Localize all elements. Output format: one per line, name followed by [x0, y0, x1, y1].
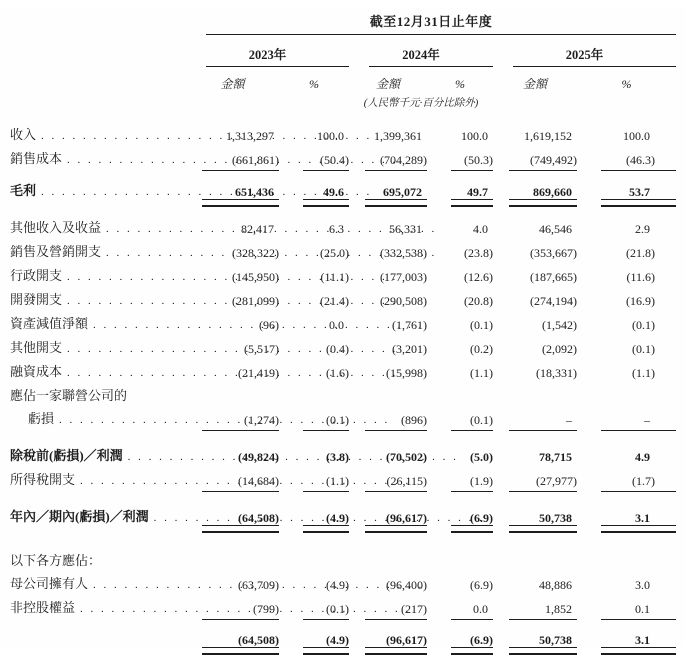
header-spacer: [10, 67, 186, 92]
percent-cell: 53.7: [577, 172, 676, 204]
percent-cell: 3.0: [635, 578, 651, 592]
amount-cell: (187,665): [530, 270, 577, 284]
amount-cell: –: [493, 408, 577, 432]
row-label-text: 收入: [10, 127, 37, 142]
table-row: [10, 172, 676, 204]
year-header-2024: 2024年: [349, 35, 493, 67]
percent-cell: (0.1): [279, 597, 349, 621]
table-row: [10, 621, 676, 652]
row-label-text: 以下各方應佔：: [10, 553, 102, 568]
table-row: [10, 204, 676, 241]
amount-cell: (217): [349, 597, 427, 621]
amount-cell: (1,542): [542, 318, 577, 332]
row-label-text: 毛利: [10, 183, 37, 198]
financial-table: [10, 8, 676, 652]
percent-cell: (16.9): [626, 294, 656, 308]
amount-cell: (15,998): [386, 366, 427, 380]
amount-cell: [186, 385, 279, 408]
table-row: [10, 573, 676, 597]
percent-cell: (21.8): [626, 246, 656, 260]
percent-cell: 0.0: [427, 597, 493, 621]
amount-cell: (96): [259, 318, 279, 332]
amount-cell: 1,399,361: [374, 129, 422, 143]
amount-cell: (18,331): [536, 366, 577, 380]
row-label: [10, 385, 186, 408]
percent-cell: 4.9: [635, 450, 651, 464]
amount-cell: (14,684): [186, 469, 279, 493]
amount-cell: (64,508): [186, 621, 279, 652]
amount-cell: 78,715: [539, 450, 572, 464]
table-row: [10, 432, 676, 469]
amount-cell: 46,546: [539, 222, 572, 236]
percent-cell: 4.0: [473, 222, 488, 236]
row-label: [10, 408, 186, 432]
amount-cell: 82,417: [241, 222, 274, 236]
percent-cell: 2.9: [635, 222, 651, 236]
amount-cell: (63,709): [238, 578, 279, 592]
percent-cell: (46.3): [577, 148, 676, 172]
percent-cell: (11.6): [626, 270, 656, 284]
percent-header: %: [621, 77, 632, 91]
percent-cell: 49.6: [279, 172, 349, 204]
percent-cell: 0.1: [577, 597, 676, 621]
percent-cell: 3.1: [577, 621, 676, 652]
row-label-text: 資產減值淨額: [10, 316, 89, 331]
amount-cell: 695,072: [349, 172, 427, 204]
percent-cell: (12.6): [464, 270, 493, 284]
percent-cell: (0.1): [632, 318, 656, 332]
table-row: [10, 337, 676, 361]
percent-cell: (0.1): [279, 408, 349, 432]
percent-cell: [427, 530, 493, 573]
row-label: [10, 597, 186, 621]
percent-cell: [279, 385, 349, 408]
amount-cell: (281,099): [232, 294, 279, 308]
amount-cell: [349, 385, 427, 408]
amount-cell: (96,617): [349, 621, 427, 652]
amount-cell: [349, 530, 427, 573]
amount-cell: 651,436: [186, 172, 279, 204]
table-row: [10, 241, 676, 265]
row-label-text: 其他開支: [10, 340, 63, 355]
table-row: [10, 148, 676, 172]
percent-cell: [279, 530, 349, 573]
row-label: [10, 313, 186, 337]
financial-statement-page: [0, 8, 686, 647]
percent-cell: (0.1): [427, 408, 493, 432]
percent-cell: (1.1): [632, 366, 656, 380]
amount-cell: (353,667): [530, 246, 577, 260]
percent-cell: (50.3): [427, 148, 493, 172]
row-label-text: 行政開支: [10, 268, 63, 283]
table-row: [10, 289, 676, 313]
subheader-row: [10, 67, 676, 92]
amount-cell: 48,886: [539, 578, 572, 592]
percent-header: %: [455, 77, 465, 91]
unit-note: (人民幣千元·百分比除外): [363, 98, 479, 109]
amount-cell: (70,502): [386, 450, 427, 464]
row-label: [10, 493, 186, 530]
percent-cell: (23.8): [464, 246, 493, 260]
percent-cell: [427, 385, 493, 408]
row-label: [10, 148, 186, 172]
row-label: [10, 337, 186, 361]
amount-cell: (290,508): [380, 294, 427, 308]
unit-note-row: [10, 92, 676, 110]
amount-cell: (145,950): [232, 270, 279, 284]
percent-cell: 6.3: [329, 222, 344, 236]
percent-cell: (1.7): [577, 469, 676, 493]
amount-cell: (749,492): [493, 148, 577, 172]
year-header-2023: 2023年: [186, 35, 349, 67]
row-label: [10, 265, 186, 289]
amount-cell: (3,201): [392, 342, 427, 356]
percent-cell: (4.9): [326, 578, 349, 592]
amount-cell: (27,977): [493, 469, 577, 493]
table-header: [10, 8, 676, 110]
row-label: [10, 172, 186, 204]
percent-cell: –: [577, 408, 676, 432]
year-header-2025: 2025年: [493, 35, 676, 67]
percent-cell: (0.4): [326, 342, 349, 356]
amount-cell: (1,761): [392, 318, 427, 332]
amount-cell: [186, 530, 279, 573]
percent-cell: (0.2): [470, 342, 493, 356]
table-row: [10, 385, 676, 408]
row-label-text: 年內／期內(虧損)／利潤: [10, 509, 149, 524]
percent-cell: (5.0): [470, 450, 493, 464]
header-spacer: [10, 92, 186, 110]
percent-cell: (11.1): [320, 270, 349, 284]
table-row: [10, 361, 676, 385]
table-row: [10, 313, 676, 337]
year-header-row: [10, 35, 676, 67]
table-row: [10, 408, 676, 432]
header-spacer: [10, 8, 186, 35]
table-body: [10, 110, 676, 652]
amount-cell: (26,115): [349, 469, 427, 493]
percent-header: %: [309, 77, 319, 91]
table-row: [10, 597, 676, 621]
row-label: [10, 204, 186, 241]
row-label: [10, 432, 186, 469]
percent-cell: (25.0): [320, 246, 349, 260]
percent-cell: (1.9): [427, 469, 493, 493]
percent-cell: (1.1): [279, 469, 349, 493]
row-label-text: 融資成本: [10, 364, 63, 379]
percent-cell: (50.4): [279, 148, 349, 172]
percent-cell: [577, 530, 676, 573]
percent-cell: (6.9): [427, 621, 493, 652]
percent-cell: (4.9): [279, 493, 349, 530]
row-label-text: 銷售成本: [10, 151, 63, 166]
row-label-text: 母公司擁有人: [10, 576, 89, 591]
percent-cell: 3.1: [577, 493, 676, 530]
amount-cell: 50,738: [493, 621, 577, 652]
amount-header: 金額: [522, 77, 547, 91]
row-label-text: 除稅前(虧損)／利潤: [10, 448, 123, 463]
period-title: 截至12月31日止年度: [186, 8, 676, 35]
percent-cell: (1.1): [470, 366, 493, 380]
row-label-text: 應佔一家聯營公司的: [10, 388, 128, 403]
amount-cell: (661,861): [186, 148, 279, 172]
amount-cell: (96,400): [386, 578, 427, 592]
percent-cell: 100.0: [317, 129, 344, 143]
percent-cell: (3.8): [326, 450, 349, 464]
amount-cell: 50,738: [493, 493, 577, 530]
header-spacer: [10, 35, 186, 67]
amount-cell: (5,517): [244, 342, 279, 356]
percent-cell: (6.9): [427, 493, 493, 530]
percent-cell: (4.9): [279, 621, 349, 652]
row-label-text: 非控股權益: [10, 600, 76, 615]
amount-cell: [493, 530, 577, 573]
amount-cell: (177,003): [380, 270, 427, 284]
percent-cell: (20.8): [464, 294, 493, 308]
amount-cell: 869,660: [493, 172, 577, 204]
row-label: [10, 573, 186, 597]
amount-header: 金額: [220, 77, 245, 91]
table-row: [10, 265, 676, 289]
row-label: [10, 621, 186, 652]
percent-cell: (0.1): [470, 318, 493, 332]
table-row: [10, 469, 676, 493]
amount-cell: (1,274): [186, 408, 279, 432]
period-header-row: [10, 8, 676, 35]
percent-cell: (1.6): [326, 366, 349, 380]
amount-cell: (274,194): [530, 294, 577, 308]
amount-cell: 56,331: [389, 222, 422, 236]
percent-cell: (6.9): [470, 578, 493, 592]
amount-cell: (799): [186, 597, 279, 621]
percent-cell: [577, 385, 676, 408]
row-label: [10, 110, 186, 148]
row-label: [10, 289, 186, 313]
amount-cell: 1,313,297: [226, 129, 274, 143]
percent-cell: (21.4): [320, 294, 349, 308]
amount-cell: (704,289): [349, 148, 427, 172]
row-label-text: 開發開支: [10, 292, 63, 307]
amount-cell: (2,092): [542, 342, 577, 356]
amount-cell: (64,508): [186, 493, 279, 530]
row-label-text: 銷售及營銷開支: [10, 244, 102, 259]
amount-cell: (328,322): [232, 246, 279, 260]
amount-cell: (21,419): [238, 366, 279, 380]
row-label: [10, 469, 186, 493]
amount-cell: (896): [349, 408, 427, 432]
row-label: [10, 241, 186, 265]
percent-cell: (0.1): [632, 342, 656, 356]
row-label-text: 虧損: [28, 411, 55, 426]
row-label: [10, 530, 186, 573]
table-row: [10, 110, 676, 148]
amount-cell: (49,824): [238, 450, 279, 464]
amount-cell: 1,852: [493, 597, 577, 621]
table-row: [10, 530, 676, 573]
table-row: [10, 493, 676, 530]
percent-cell: 100.0: [461, 129, 488, 143]
row-label-text: 其他收入及收益: [10, 220, 102, 235]
percent-cell: 0.0: [329, 318, 344, 332]
row-label: [10, 361, 186, 385]
percent-cell: 49.7: [427, 172, 493, 204]
amount-header: 金額: [375, 77, 400, 91]
amount-cell: (96,617): [349, 493, 427, 530]
amount-cell: [493, 385, 577, 408]
amount-cell: 1,619,152: [524, 129, 572, 143]
percent-cell: 100.0: [623, 129, 651, 143]
row-label-text: 所得稅開支: [10, 472, 76, 487]
amount-cell: (332,538): [380, 246, 427, 260]
